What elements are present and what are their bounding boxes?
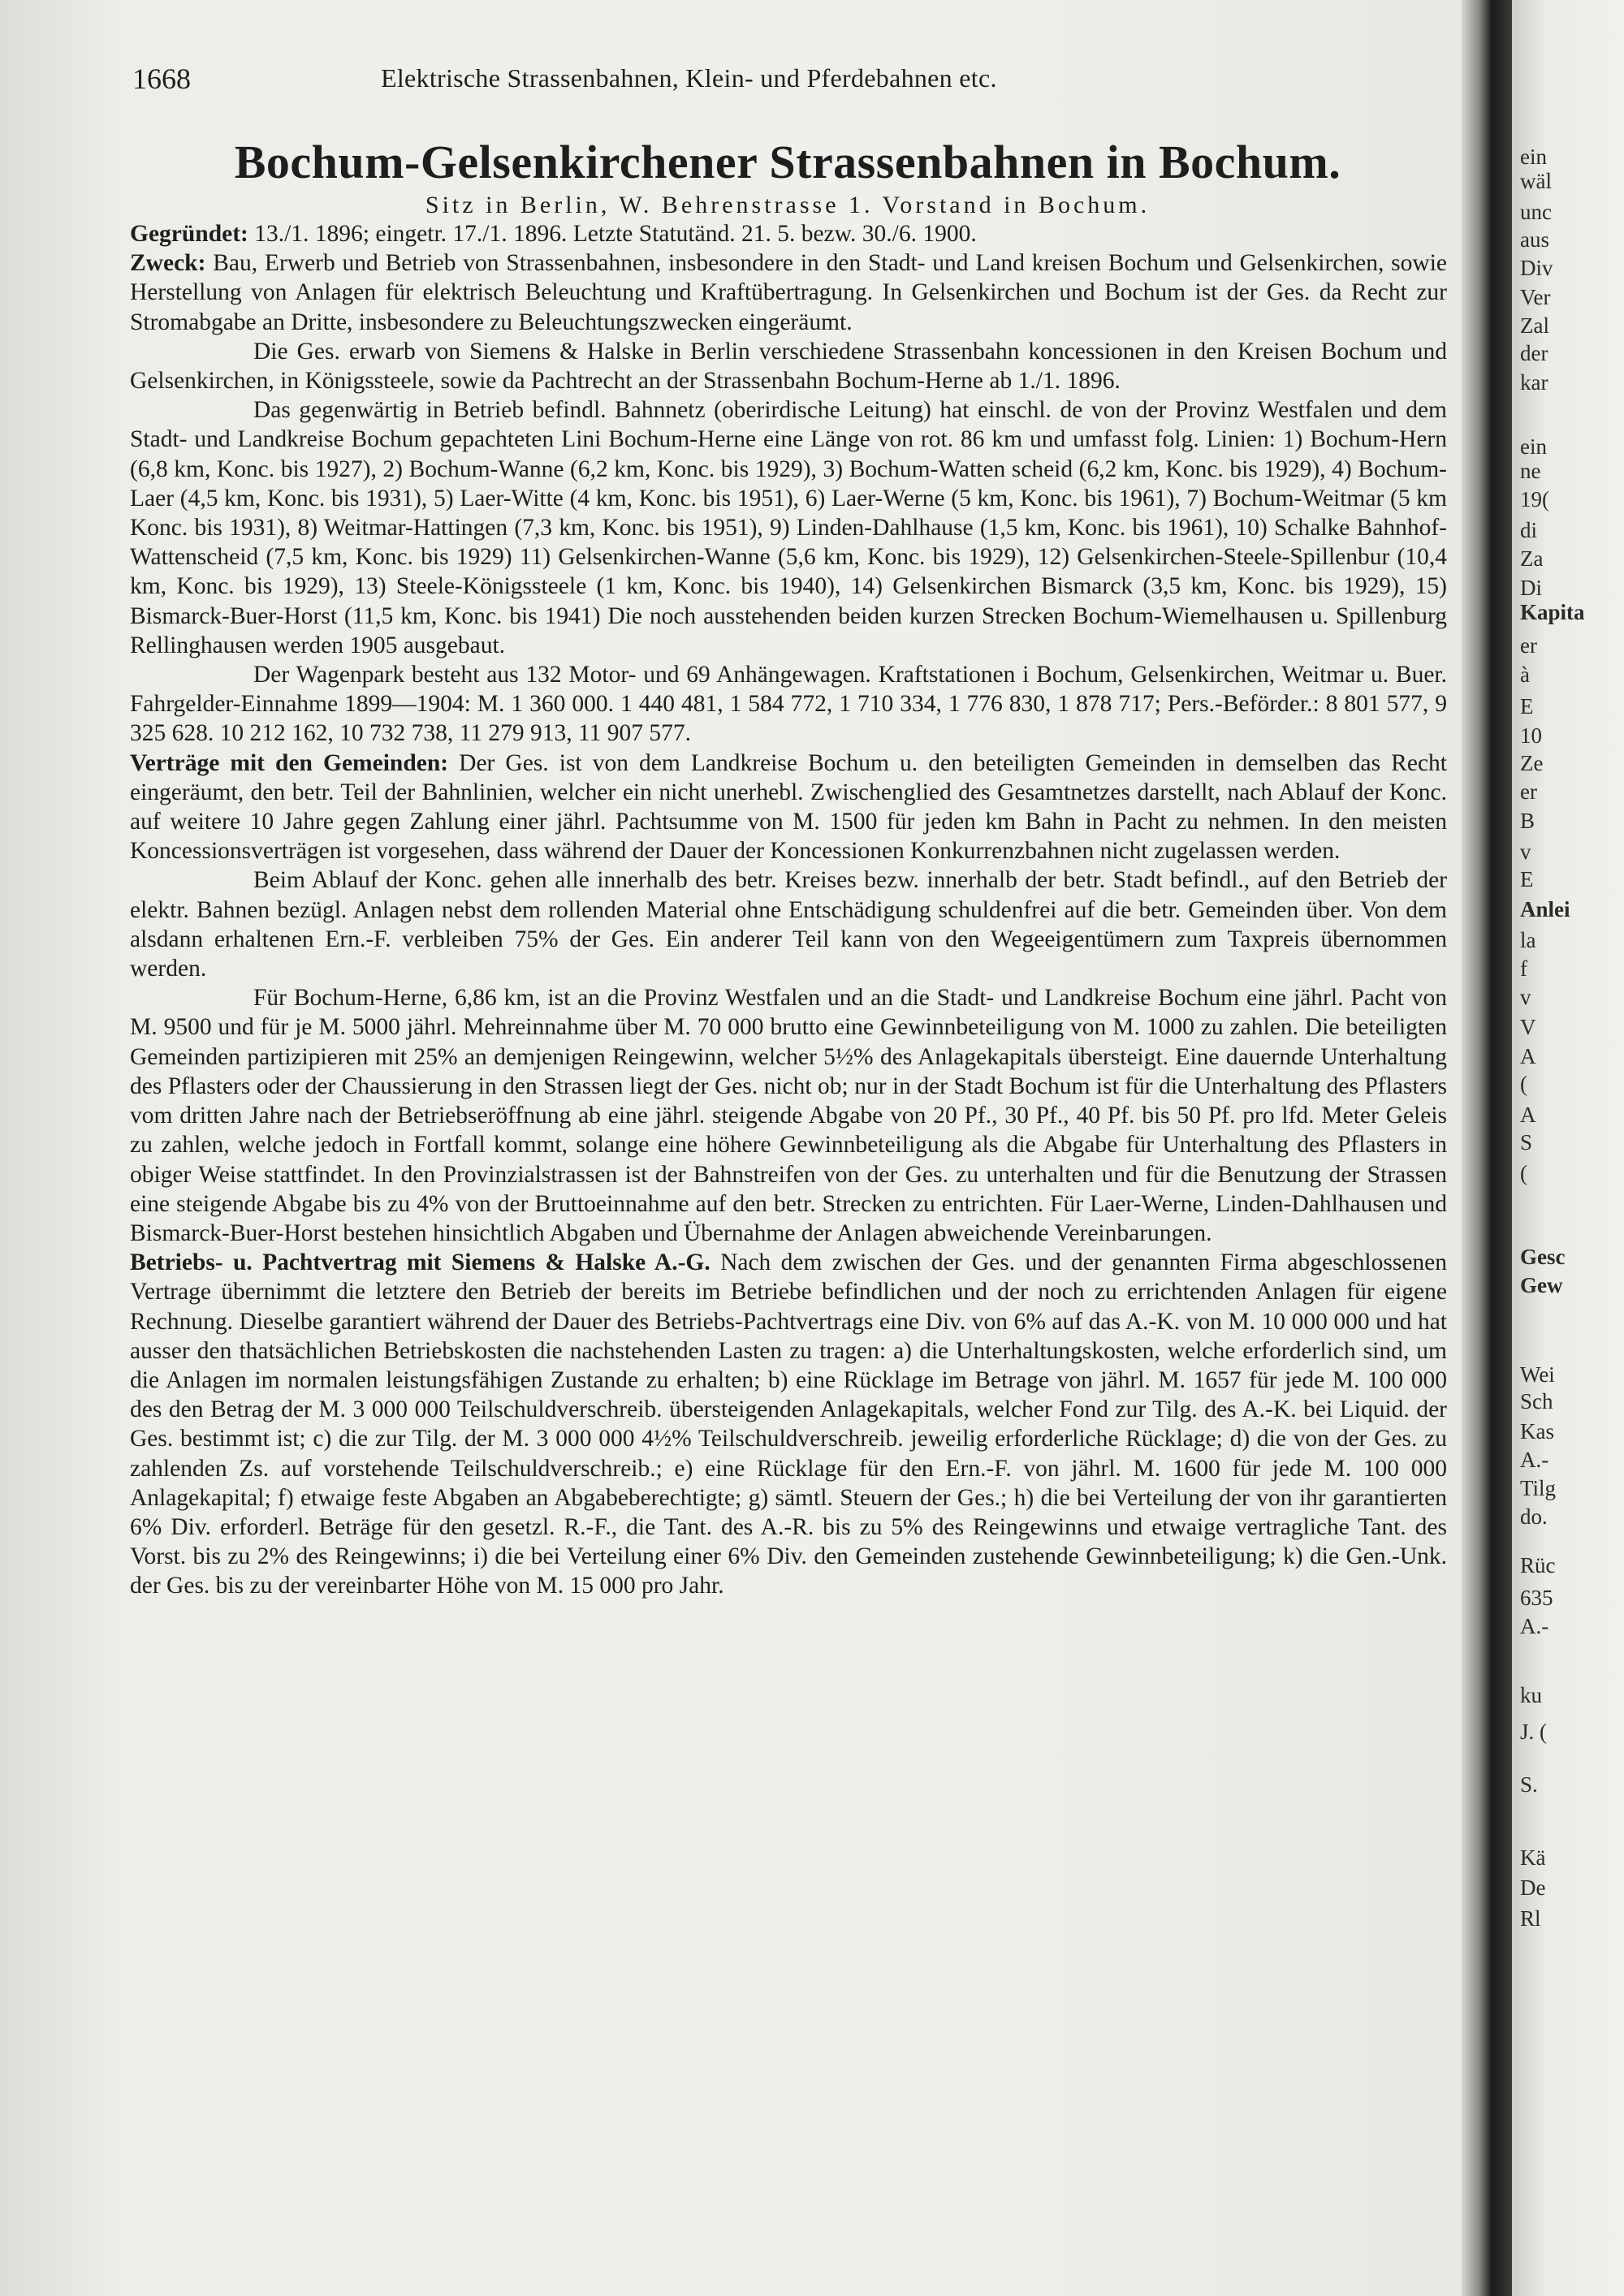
concession-expiry-paragraph: Beim Ablauf der Konc. gehen alle innerhalb des betr. Kreises bezw. innerhalb der betr. Stadt befindl., auf den Betrieb der elektr. Bahnen bezügl. Anlagen nebst dem rollenden Material ohne Entschädigung schuldenfrei auf die betr. Gemeinden über. Von dem alsdann erhaltenen Ern.-F. verbleiben 75% der Ges. Ein anderer Teil kann von den Wegeeigentümern zum Taxpreis übernommen werden. [130,867,1447,982]
adjacent-page-fragment: 19( [1520,487,1549,511]
contracts-label: Verträge mit den Gemeinden: [130,749,449,776]
adjacent-page-fragment: ( [1520,1072,1527,1096]
adjacent-page-fragment: v [1520,985,1531,1009]
purpose-label: Zweck: [130,250,206,277]
acquisition-paragraph: Die Ges. erwarb von Siemens & Halske in Berlin verschiedene Strassenbahn koncessionen in den Kreisen Bochum und Gelsenkirchen, in Königssteele, sowie da Pachtrecht an der Strassenbahn Bochum-Herne ab 1./1. 1896. [130,338,1447,395]
adjacent-page-fragment: ein [1520,434,1547,459]
adjacent-page-fragment: la [1520,928,1536,952]
adjacent-page-fragment: 635 [1520,1586,1553,1610]
article-title: Bochum-Gelsenkirchener Strassenbahnen in Bochum. [234,136,1341,188]
adjacent-page-fragment: Kä [1520,1845,1546,1870]
adjacent-page-fragment: J. ( [1520,1720,1547,1744]
rolling-stock-paragraph: Der Wagenpark besteht aus 132 Motor- und 69 Anhängewagen. Kraftstationen i Bochum, Gelsenkirchen, Weitmar u. Buer. Fahrgelder-Einnahme 1899—1904: M. 1 360 000. 1 440 481, 1 584 772, 1 710 334, 1 776 830, 1 878 717; Pers.-Beförder.: 8 801 577, 9 325 628. 10 212 162, 10 732 738, 11 279 913, 11 907 577. [130,662,1447,747]
adjacent-page-fragment: Za [1520,546,1544,571]
adjacent-page-fragment: v [1520,839,1531,864]
bochum-herne-paragraph: Für Bochum-Herne, 6,86 km, ist an die Provinz Westfalen und an die Stadt- und Landkreise Bochum eine jährl. Pacht von M. 9500 und für je M. 5000 jährl. Mehreinnahme über M. 70 000 brutto eine Gewinnbeteiligung von M. 1000 zu zahlen. Die beteiligten Gemeinden partizipieren mit 25% an demjenigen Reingewinn, welcher 5½% des Anlagekapitals übersteigt. Eine dauernde Unterhaltung des Pflasters oder der Chaussierung in den Strassen liegt der Ges. nicht ob; nur in der Stadt Bochum ist für die Unterhaltung des Pflasters vom dritten Jahre nach der Betriebseröffnung ab eine jährl. steigende Abgabe von 20 Pf., 30 Pf., 40 Pf. bis 50 Pf. pro lfd. Meter Geleis zu zahlen, welche jedoch in Fortfall kommt, solange eine höhere Gewinnbeteiligung als die Abgabe für Unterhaltung des Pflasters in obiger Weise stattfindet. In den Provinzialstrassen ist der Bahnstreifen von der Ges. zu unterhalten und für die Benutzung der Strassen eine steigende Abgabe bis zu 4% von der Bruttoeinnahme auf den betr. Strecken zu entrichten. Für Laer-Werne, Linden-Dahlhausen und Bismarck-Buer-Horst bestehen hinsichtlich Abgaben und Übernahme der Anlagen abweichende Vereinbarungen. [130,985,1447,1246]
operating-lease-paragraph [130,1248,1447,1600]
contracts-paragraph [130,749,1447,866]
adjacent-page-fragment: Ze [1520,751,1544,775]
adjacent-page-fragment: Kapita [1520,600,1585,624]
founded-text: 13./1. 1896; eingetr. 17./1. 1896. Letzte Statutänd. 21. 5. bezw. 30./6. 1900. [248,221,977,247]
adjacent-page-fragment: kar [1520,370,1548,395]
adjacent-page-fragment: V [1520,1015,1536,1039]
network-paragraph: Das gegenwärtig in Betrieb befindl. Bahnnetz (oberirdische Leitung) hat einschl. de von der Provinz Westfalen und dem Stadt- und Landkreise Bochum gepachteten Lini Bochum-Herne eine Länge von rot. 86 km und umfasst folg. Linien: 1) Bochum-Hern (6,8 km, Konc. bis 1927), 2) Bochum-Wanne (6,2 km, Konc. bis 1929), 3) Bochum-Watten scheid (6,2 km, Konc. bis 1929), 4) Bochum-Laer (4,5 km, Konc. bis 1931), 5) Laer-Witte (4 km, Konc. bis 1951), 6) Laer-Werne (5 km, Konc. bis 1961), 7) Bochum-Weitmar (5 km Konc. bis 1931), 8) Weitmar-Hattingen (7,3 km, Konc. bis 1951), 9) Linden-Dahlhause (1,5 km, Konc. bis 1961), 10) Schalke Bahnhof-Wattenscheid (7,5 km, Konc. bis 1929) 11) Gelsenkirchen-Wanne (5,6 km, Konc. bis 1929), 12) Gelsenkirchen-Steele-Spillenbur (10,4 km, Konc. bis 1929), 13) Steele-Königssteele (1 km, Konc. bis 1940), 14) Gelsenkirchen Bismarck (3,5 km, Konc. bis 1929), 15) Bismarck-Buer-Horst (11,5 km, Konc. bis 1941) Die noch ausstehenden beiden kurzen Strecken Bochum-Wiemelhausen u. Spillenburg Rellinghausen werden 1905 ausgebaut. [130,397,1447,658]
adjacent-page-fragment: ne [1520,459,1541,483]
adjacent-page-fragment: Rl [1520,1906,1541,1931]
adjacent-page-fragment: Div [1520,256,1553,280]
adjacent-page-fragment: B [1520,809,1535,833]
adjacent-page-fragment: ein [1520,145,1547,169]
adjacent-page-fragment: à [1520,662,1530,687]
adjacent-page-fragment: wäl [1520,169,1552,193]
adjacent-page-fragment: 10 [1520,723,1542,748]
adjacent-page-fragment: Gew [1520,1273,1563,1297]
adjacent-page-fragment: di [1520,518,1538,542]
adjacent-page-fragment: Kas [1520,1419,1554,1444]
adjacent-page-fragment: S [1520,1130,1533,1154]
adjacent-page-fragment: Ver [1520,285,1551,309]
founded-paragraph [130,219,1447,248]
contracts-text: Der Ges. ist von dem Landkreise Bochum u. den beteiligten Gemeinden in demselben das Recht eingeräumt, den betr. Teil der Bahnlinien, welcher ein nicht unerhebl. Zwischenglied des Gesamtnetzes darstellt, nach Ablauf der Konc. auf weitere 10 Jahre gegen Zahlung einer jährl. Pachtsumme von M. 1500 für jeden km Bahn in Pacht zu nehmen. In den meisten Koncessionsverträgen ist vorgesehen, dass während der Dauer der Koncessionen Konkurrenzbahnen nicht zugelassen werden. [130,749,1447,865]
adjacent-page-fragment: der [1520,341,1548,365]
adjacent-page-fragment: Rüc [1520,1553,1556,1577]
purpose-paragraph [130,248,1447,337]
founded-label: Gegründet: [130,221,248,247]
operating-lease-text: Nach dem zwischen der Ges. und der genannten Firma abgeschlossenen Vertrage übernimmt die letztere den Betrieb der bereits im Betriebe befindlichen und der noch zu errichtenden Anlagen für eigene Rechnung. Dieselbe garantiert während der Dauer des Betriebs-Pachtvertrags eine Div. von 6% auf das A.-K. von M. 10 000 000 und hat ausser den thatsächlichen Betriebskosten die nachstehenden Lasten zu tragen: a) die Unterhaltungskosten, welche erforderlich sind, um die Anlagen im normalen leistungsfähigen Zustande zu erhalten; b) eine Rücklage im Betrage von jährl. M. 1657 für jede M. 100 000 des den Betrag der M. 3 000 000 Teilschuldverschreib. übersteigenden Anlagekapitals, welcher Fond zur Tilg. des A.-K. bei Liquid. der Ges. bestimmt ist; c) die zur Tilg. der M. 3 000 000 4½% Teilschuldverschreib. jeweilig erforderliche Rücklage; d) die von der Ges. zu zahlenden Zs. auf vorstehende Teilschuldverschreib.; e) eine Rücklage für den Ern.-F. von jährl. M. 1600 für jede M. 100 000 Anlagekapital; f) etwaige feste Abgaben an Abgabeberechtigte; g) sämtl. Steuern der Ges.; h) die bei Verteilung der von ihr garantierten 6% Div. erforderl. Beträge für den gesetzl. R.-F., die Tant. des A.-R. bis zu 5% des Reingewinns und etwaige vertragliche Tant. des Vorst. bis zu 2% des Reingewinns; i) die bei Verteilung einer 6% Div. den Gemeinden zustehende Gewinnbeteiligung; k) die Gen.-Unk. der Ges. bis zu der vereinbarter Höhe von M. 15 000 pro Jahr. [130,1249,1447,1599]
adjacent-page-fragment: A [1520,1103,1536,1127]
operating-lease-label: Betriebs- u. Pachtvertrag mit Siemens & Halske A.-G. [130,1249,710,1276]
company-seat: Sitz in Berlin, W. Behrenstrasse 1. Vorstand in Bochum. [425,192,1151,218]
adjacent-page-fragment: Gesc [1520,1245,1566,1269]
adjacent-page-fragment: er [1520,779,1537,804]
adjacent-page-fragment: do. [1520,1504,1548,1529]
adjacent-page-fragment: aus [1520,227,1549,252]
adjacent-page-fragment: De [1520,1875,1546,1900]
adjacent-page-fragment: S. [1520,1772,1538,1797]
running-head: Elektrische Strassenbahnen, Klein- und Pferdebahnen etc. [381,63,997,93]
adjacent-page-fragment: Sch [1520,1389,1553,1413]
article-body [130,219,1447,1601]
adjacent-page-fragment: A.- [1520,1448,1549,1472]
adjacent-page-edge [1512,0,1624,2296]
adjacent-page-fragment: ( [1520,1161,1527,1185]
adjacent-page-fragment: A.- [1520,1614,1549,1638]
purpose-text: Bau, Erwerb und Betrieb von Strassenbahnen, insbesondere in den Stadt- und Land kreisen Bochum und Gelsenkirchen, sowie Herstellung von Anlagen für elektrisch Beleuchtung und Kraftübertragung. In Gelsenkirchen und Bochum ist der Ges. da Recht zur Stromabgabe an Dritte, insbesondere zu Beleuchtungszwecken eingeräumt. [130,250,1447,335]
adjacent-page-fragment: E [1520,867,1534,891]
adjacent-page-fragment: Wei [1520,1362,1555,1387]
adjacent-page-fragment: A [1520,1044,1536,1068]
adjacent-page-fragment: er [1520,633,1537,658]
adjacent-page-fragment: f [1520,956,1527,981]
adjacent-page-fragment: Tilg [1520,1476,1557,1500]
adjacent-page-fragment: Zal [1520,313,1549,338]
adjacent-page-fragment: E [1520,694,1534,719]
adjacent-page-fragment: ku [1520,1683,1542,1707]
page-number: 1668 [132,63,191,95]
book-gutter [1462,0,1512,2296]
adjacent-page-fragment: Anlei [1520,897,1570,921]
adjacent-page-fragment: unc [1520,200,1552,224]
adjacent-page-fragment: Di [1520,576,1542,600]
page-header [132,62,1445,102]
